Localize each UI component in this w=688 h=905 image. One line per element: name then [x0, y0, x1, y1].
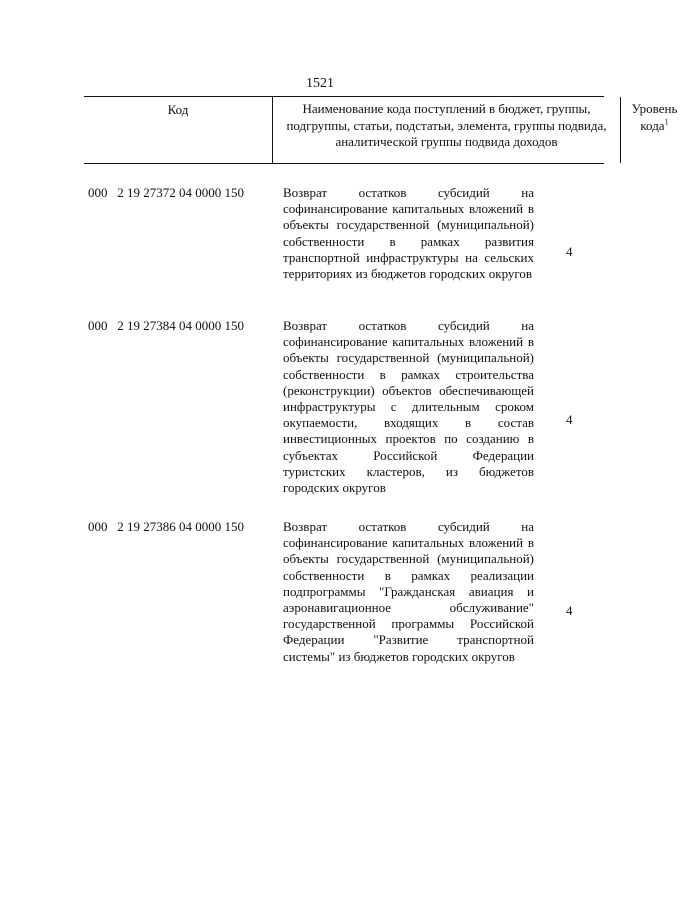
row-name: Возврат остатков субсидий на софинансирование капитальных вложений в объекты государственной (муниципальной) собственности в рамках реализации подпрограммы "Гражданская авиация и аэронавигационное обслуживание" государственной программы Российской Федерации "Развитие транспортной системы" из бюджетов городских округов [283, 519, 534, 664]
row-name: Возврат остатков субсидий на софинансирование капитальных вложений в объекты государственной (муниципальной) собственности в рамках строительства (реконструкции) объектов обеспечивающей инфраструктуры с длительным сроком окупаемости, входящих в состав инвестиционных проектов по созданию в субъектах Российской Федерации туристских кластеров, из бюджетов городских округов [283, 318, 534, 496]
row-code [88, 318, 244, 334]
header-name: Наименование кода поступлений в бюджет, группы, подгруппы, статьи, подстатьи, элемента, группы подвида, аналитической группы подвида доходов [273, 97, 621, 163]
income-code: 2 19 27384 04 0000 150 [117, 318, 244, 333]
income-code: 2 19 27386 04 0000 150 [117, 519, 244, 534]
row-code [88, 185, 244, 201]
row-level: 4 [566, 244, 573, 259]
header-code: Код [84, 97, 273, 163]
admin-code: 000 [88, 318, 108, 333]
header-level-footnote: 1 [664, 117, 669, 127]
income-code: 2 19 27372 04 0000 150 [117, 185, 244, 200]
row-name: Возврат остатков субсидий на софинансирование капитальных вложений в объекты государственной (муниципальной) собственности в рамках развития транспортной инфраструктуры на сельских территориях из бюджетов городских округов [283, 185, 534, 282]
row-level: 4 [566, 412, 573, 427]
row-code [88, 519, 244, 535]
page-number: 1521 [306, 76, 334, 91]
header-level-label: Уровень кода [631, 101, 678, 133]
admin-code: 000 [88, 519, 108, 534]
row-level: 4 [566, 603, 573, 618]
table-header [84, 96, 678, 164]
admin-code: 000 [88, 185, 108, 200]
header-level [621, 97, 688, 163]
